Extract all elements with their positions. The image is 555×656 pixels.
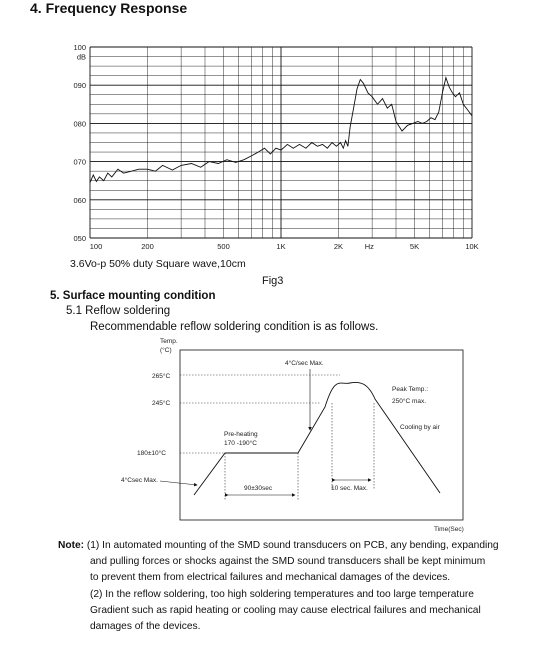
section-5-title: 5. Surface mounting condition xyxy=(50,290,216,302)
t180-label: 180±10°C xyxy=(137,450,166,457)
y-tick-label: 070 xyxy=(73,157,86,167)
t265-label: 265°C xyxy=(152,373,171,380)
note-line-2: and pulling forces or shocks against the SMD sound transducers shall be kept minimum xyxy=(90,556,486,568)
t245-label: 245°C xyxy=(152,400,171,407)
temp-axis-unit: (°C) xyxy=(160,347,172,354)
reflow-intro-text: Recommendable reflow soldering condition is as follows. xyxy=(90,321,379,333)
ramp-rate-label: 4°Csec Max. xyxy=(121,477,158,484)
x-tick-label: 200 xyxy=(141,242,154,251)
section-5-1-title: 5.1 Reflow soldering xyxy=(66,305,171,317)
note-line-3: to prevent them from electrical failures and mechanical damages of the devices. xyxy=(90,572,451,584)
cooling-label: Cooling by air xyxy=(400,424,440,431)
ramp-rate-arrow xyxy=(160,481,197,485)
temp-axis-label: Temp. xyxy=(160,338,178,345)
x-tick-label: Hz xyxy=(364,242,374,251)
y-tick-label: 050 xyxy=(73,234,86,243)
note-line-1: Note: (1) In automated mounting of the SMD sound transducers on PCB, any bending, expanding xyxy=(58,540,499,551)
peak-temp-value: 250°C max. xyxy=(392,398,427,405)
chart-grid xyxy=(90,47,472,238)
x-tick-label: 10K xyxy=(465,242,479,251)
x-tick-label: 2K xyxy=(333,242,344,251)
preheat-label: Pre-heating xyxy=(224,431,258,438)
section-4-title: 4. Frequency Response xyxy=(30,0,188,16)
figure-caption: Fig3 xyxy=(262,275,284,287)
peak-time-label: 10 sec. Max. xyxy=(331,485,368,492)
note-line-4: (2) In the reflow soldering, too high soldering temperatures and too large temperature xyxy=(90,588,474,600)
chart-caption: 3.6Vo-p 50% duty Square wave,10cm xyxy=(70,258,246,270)
note-prefix: Note: xyxy=(58,540,85,551)
time-axis-label: Time(Sec) xyxy=(434,526,464,533)
x-tick-label: 500 xyxy=(217,242,230,251)
notes-block xyxy=(58,538,499,635)
note-line-6: damages of the devices. xyxy=(90,621,201,633)
y-tick-label: 100 xyxy=(73,43,86,52)
x-tick-label: 100 xyxy=(89,242,103,251)
preheat-range-label: 170 -190°C xyxy=(224,440,257,447)
x-tick-label: 5K xyxy=(409,242,420,251)
y-tick-label: 080 xyxy=(73,119,86,129)
chart-tick-labels xyxy=(73,43,478,251)
rate-max-label: 4°C/sec Max. xyxy=(285,360,324,367)
frequency-response-chart xyxy=(0,0,555,260)
y-tick-label: dB xyxy=(76,52,86,62)
peak-temp-label: Peak Temp.: xyxy=(392,386,429,393)
y-tick-label: 060 xyxy=(73,195,86,205)
diagram-frame xyxy=(180,350,463,520)
x-tick-label: 1K xyxy=(276,242,286,251)
reflow-profile-diagram xyxy=(0,335,555,535)
preheat-time-label: 90±30sec xyxy=(244,485,273,492)
y-tick-label: 090 xyxy=(73,81,86,91)
note-line-5: Gradient such as rapid heating or cooling may cause electrical failures and mechanical xyxy=(90,604,481,616)
